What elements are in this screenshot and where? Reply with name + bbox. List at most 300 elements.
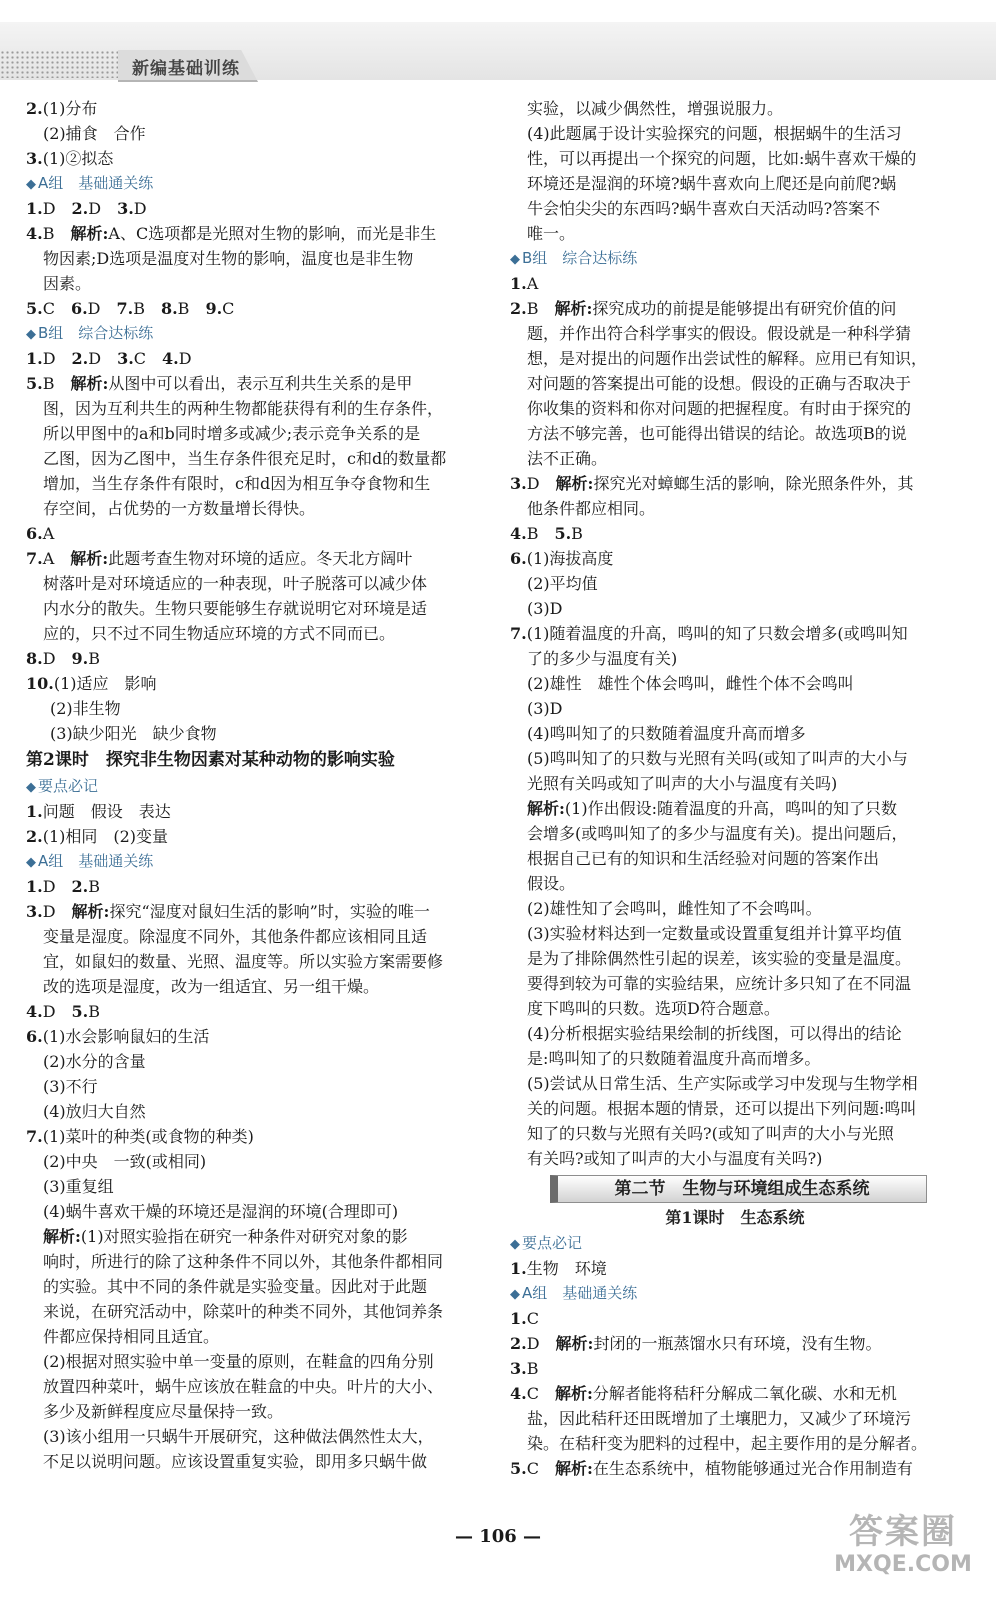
question-number: 5. <box>510 1459 527 1478</box>
answer-text: 会增多(或鸣叫知了的多少与温度有关)。提出问题后， <box>527 824 908 843</box>
question-number: 5. <box>71 1002 89 1021</box>
analysis-label: 解析: <box>43 1227 81 1246</box>
answer-line <box>26 196 478 221</box>
answer-line <box>26 1174 478 1199</box>
answer-line <box>26 246 478 271</box>
answer-line <box>26 596 478 621</box>
watermark-text-bottom: MXQE.COM <box>834 1552 972 1577</box>
answer-text: (3)D <box>527 699 563 718</box>
answer-text: C <box>526 1309 539 1328</box>
answer-line <box>26 671 478 696</box>
answer-text: (3)不行 <box>43 1077 98 1096</box>
answer-text: (1)相同 (2)变量 <box>42 827 169 846</box>
analysis-text: 探究光对蟑螂生活的影响，除光照条件外，其 <box>593 474 914 493</box>
group-heading-text: 要点必记 <box>522 1234 583 1252</box>
answer-line <box>26 799 478 824</box>
analysis-label: 解析: <box>554 1459 593 1478</box>
answer-line <box>510 696 960 721</box>
answer-line <box>510 546 960 571</box>
question-number: 1. <box>26 802 43 821</box>
page-number: — 106 — <box>454 1526 542 1547</box>
answer-text: 题，并作出符合科学事实的假设。假设就是一种科学猜 <box>527 324 912 343</box>
answer-line <box>510 321 960 346</box>
answer-text: (4)放归大自然 <box>43 1102 146 1121</box>
analysis-label: 解析: <box>527 799 565 818</box>
analysis-label: 解析: <box>70 224 109 243</box>
answer-text: 性，可以再提出一个探究的问题，比如:蜗牛喜欢干燥的 <box>527 149 917 168</box>
group-heading-text: 要点必记 <box>38 777 99 795</box>
analysis-label: 解析: <box>555 474 594 493</box>
answer-text: 度下鸣叫的只数。选项D符合题意。 <box>527 999 780 1018</box>
question-number: 2. <box>71 877 89 896</box>
answer-line <box>510 1071 960 1096</box>
answer-line <box>510 846 960 871</box>
answer-line <box>510 621 960 646</box>
answer-text: 响时，所进行的除了这种条件不同以外，其他条件都相同 <box>43 1252 444 1271</box>
answer-line <box>510 1406 960 1431</box>
answer-line <box>510 346 960 371</box>
question-number: 1. <box>510 274 527 293</box>
group-heading-text: B组 综合达标练 <box>522 249 638 267</box>
answer-text: B <box>526 1359 539 1378</box>
answer-line <box>510 1356 960 1381</box>
answer-text: 应的，只不过不同生物适应环境的方式不同而已。 <box>43 624 396 643</box>
question-number: 6. <box>26 1027 43 1046</box>
group-heading <box>26 774 478 799</box>
answer-text: A <box>526 274 539 293</box>
question-number: 6. <box>26 524 43 543</box>
answer-line <box>510 996 960 1021</box>
answer-line <box>26 721 478 746</box>
answer-line <box>510 1021 960 1046</box>
answer-text: 不足以说明问题。应该设置重复实验，即用多只蜗牛做 <box>43 1452 428 1471</box>
answer-text: B <box>42 224 71 243</box>
answer-text: 放置四种菜叶，蜗牛应该放在鞋盒的中央。叶片的大小、 <box>43 1377 444 1396</box>
group-heading-text: A组 基础通关练 <box>522 1284 638 1302</box>
answer-line <box>510 396 960 421</box>
group-heading <box>510 1281 960 1306</box>
analysis-label: 解析: <box>71 902 110 921</box>
question-number: 10. <box>26 674 54 693</box>
answer-text: 多少及新鲜程度应尽量保持一致。 <box>43 1402 284 1421</box>
answer-line <box>26 1374 478 1399</box>
answer-line <box>26 1449 478 1474</box>
answer-text: (1)适应 影响 <box>53 674 157 693</box>
answer-text: B <box>526 299 555 318</box>
answer-text: 问题 假设 表达 <box>42 802 171 821</box>
answer-line <box>26 1024 478 1049</box>
answer-text: (5)尝试从日常生活、生产实际或学习中发现与生物学相 <box>527 1074 918 1093</box>
answer-line <box>26 974 478 999</box>
answer-text: D <box>42 1002 72 1021</box>
question-number: 9. <box>71 649 89 668</box>
lesson-heading: 第2课时 探究非生物因素对某种动物的影响实验 <box>26 750 395 770</box>
question-number: 4. <box>26 224 43 243</box>
question-number: 8. <box>160 299 178 318</box>
answer-text: 是:鸣叫知了的只数随着温度升高而增多。 <box>527 1049 821 1068</box>
question-number: 2. <box>71 199 89 218</box>
answer-text: C <box>42 299 71 318</box>
answer-text: (2)中央 一致(或相同) <box>43 1152 207 1171</box>
right-column <box>510 96 960 1481</box>
answer-line <box>26 621 478 646</box>
answer-line <box>510 871 960 896</box>
answer-text: (3)D <box>527 599 563 618</box>
question-number: 1. <box>510 1259 527 1278</box>
analysis-text: 探究成功的前提是能够提出有研究价值的问 <box>592 299 897 318</box>
answer-text: 变量是湿度。除湿度不同外，其他条件都应该相同且适 <box>43 927 428 946</box>
answer-text: 因素。 <box>43 274 92 293</box>
answer-text: 存空间，占优势的一方数量增长得快。 <box>43 499 316 518</box>
answer-text: 关的问题。根据本题的情景，还可以提出下列问题:鸣叫 <box>527 1099 917 1118</box>
question-number: 4. <box>510 1384 527 1403</box>
answer-text: 假设。 <box>527 874 576 893</box>
answer-text: 是为了排除偶然性引起的误差，该实验的变量是温度。 <box>527 949 912 968</box>
answer-text: 对问题的答案提出可能的设想。假设的正确与否取决于 <box>527 374 912 393</box>
answer-line <box>510 1256 960 1281</box>
watermark-text-top: 答案圈 <box>849 1512 957 1552</box>
answer-text: 知了的只数与光照有关吗?(或知了叫声的大小与光照 <box>527 1124 894 1143</box>
answer-line <box>26 1324 478 1349</box>
answer-line <box>510 1046 960 1071</box>
diamond-icon: ◆ <box>26 177 36 192</box>
answer-text: (2)非生物 <box>50 699 121 718</box>
answer-line <box>26 271 478 296</box>
answer-line <box>510 1146 960 1171</box>
answer-text: 内水分的散失。生物只要能够生存就说明它对环境是适 <box>43 599 428 618</box>
answer-text: D <box>133 199 147 218</box>
answer-text: 件都应保持相同且适宜。 <box>43 1327 220 1346</box>
lesson-heading: 第1课时 生态系统 <box>665 1208 805 1227</box>
answer-text: D <box>178 349 192 368</box>
analysis-label: 解析: <box>555 1334 594 1353</box>
question-number: 1. <box>26 349 43 368</box>
answer-line <box>26 546 478 571</box>
question-number: 2. <box>26 99 43 118</box>
analysis-label: 解析: <box>70 374 109 393</box>
answer-text: 方法不够完善，也可能得出错误的结论。故选项B的说 <box>527 424 907 443</box>
question-number: 7. <box>26 1127 43 1146</box>
group-heading <box>26 171 478 196</box>
answer-line <box>26 1274 478 1299</box>
answer-line <box>26 571 478 596</box>
analysis-text: 封闭的一瓶蒸馏水只有环境，没有生物。 <box>593 1334 882 1353</box>
answer-text: 牛会怕尖尖的东西吗?蜗牛喜欢白天活动吗?答案不 <box>527 199 881 218</box>
answer-text: (1)水会影响鼠妇的生活 <box>42 1027 210 1046</box>
book-title: 新编基础训练 <box>132 59 240 79</box>
answer-line <box>26 146 478 171</box>
answer-line <box>26 496 478 521</box>
diamond-icon: ◆ <box>510 1237 520 1252</box>
answer-line <box>26 1074 478 1099</box>
answer-line <box>510 1306 960 1331</box>
answer-line <box>510 421 960 446</box>
answer-text: (2)水分的含量 <box>43 1052 146 1071</box>
answer-text: 唯一。 <box>527 224 576 243</box>
question-number: 4. <box>26 1002 43 1021</box>
answer-line <box>26 874 478 899</box>
analysis-text: 从图中可以看出，表示互利共生关系的是甲 <box>108 374 413 393</box>
group-heading <box>26 321 478 346</box>
question-number: 5. <box>26 299 43 318</box>
answer-line <box>510 1381 960 1406</box>
answer-text: 了的多少与温度有关) <box>527 649 678 668</box>
question-number: 4. <box>162 349 179 368</box>
answer-text: 增加，当生存条件有限时，c和d因为相互争夺食物和生 <box>43 474 431 493</box>
answer-line <box>26 421 478 446</box>
answer-text: 实验，以减少偶然性，增强说服力。 <box>527 99 784 118</box>
answer-text: (4)鸣叫知了的只数随着温度升高而增多 <box>527 724 806 743</box>
answer-text: B <box>526 524 555 543</box>
answer-text: 染。在秸秆变为肥料的过程中，起主要作用的是分解者。 <box>527 1434 928 1453</box>
answer-line <box>26 96 478 121</box>
group-heading-text: A组 基础通关练 <box>38 174 154 192</box>
answer-line <box>510 896 960 921</box>
group-heading-text: A组 基础通关练 <box>38 852 154 870</box>
answer-text: C <box>133 349 163 368</box>
answer-line <box>510 721 960 746</box>
answer-line <box>510 171 960 196</box>
answer-text: (1)海拔高度 <box>526 549 614 568</box>
answer-line <box>510 971 960 996</box>
answer-line <box>26 1349 478 1374</box>
analysis-label: 解析: <box>554 1384 593 1403</box>
analysis-text: 在生态系统中，植物能够通过光合作用制造有 <box>592 1459 913 1478</box>
question-number: 3. <box>117 349 134 368</box>
question-number: 3. <box>117 199 134 218</box>
question-number: 3. <box>510 474 527 493</box>
group-heading <box>510 1231 960 1256</box>
answer-line <box>26 1249 478 1274</box>
answer-line <box>510 221 960 246</box>
answer-text: (4)蜗牛喜欢干燥的环境还是湿润的环境(合理即可) <box>43 1202 399 1221</box>
answer-line <box>26 346 478 371</box>
answer-text: 有关吗?或知了叫声的大小与温度有关吗?) <box>527 1149 823 1168</box>
group-heading <box>510 246 960 271</box>
answer-line <box>26 1049 478 1074</box>
answer-line <box>510 1331 960 1356</box>
answer-line <box>510 296 960 321</box>
answer-text: A <box>42 524 55 543</box>
answer-text: 他条件都应相同。 <box>527 499 656 518</box>
answer-text: (4)分析根据实验结果绘制的折线图，可以得出的结论 <box>527 1024 902 1043</box>
answer-line <box>510 571 960 596</box>
answer-line <box>26 296 478 321</box>
answer-line <box>26 1149 478 1174</box>
answer-text: 图，因为互利共生的两种生物都能获得有利的生存条件， <box>43 399 444 418</box>
answer-text: (2)雄性 雄性个体会鸣叫，雌性个体不会鸣叫 <box>527 674 854 693</box>
answer-line <box>26 999 478 1024</box>
answer-line <box>510 946 960 971</box>
answer-text: 乙图，因为乙图中，当生存条件很充足时，c和d的数量都 <box>43 449 447 468</box>
question-number: 9. <box>205 299 223 318</box>
question-number: 1. <box>510 1309 527 1328</box>
question-number: 2. <box>510 299 527 318</box>
header-dot-pattern <box>0 50 120 78</box>
answer-line <box>510 796 960 821</box>
answer-text: B <box>571 524 583 543</box>
group-heading <box>26 849 478 874</box>
answer-text: 宜，如鼠妇的数量、光照、温度等。所以实验方案需要修 <box>43 952 444 971</box>
answer-text: (3)缺少阳光 缺少食物 <box>50 724 217 743</box>
answer-line <box>510 1431 960 1456</box>
answer-text: D <box>42 349 72 368</box>
analysis-label: 解析: <box>70 549 109 568</box>
answer-text: D <box>42 877 72 896</box>
question-number: 6. <box>70 299 88 318</box>
answer-text: D <box>88 349 118 368</box>
question-number: 4. <box>510 524 527 543</box>
answer-line <box>510 121 960 146</box>
answer-text: (1)菜叶的种类(或食物的种类) <box>42 1127 254 1146</box>
answer-text: 盐，因此秸秆还田既增加了土壤肥力，又减少了环境污 <box>527 1409 912 1428</box>
answer-text: (2)捕食 合作 <box>43 124 146 143</box>
answer-line <box>510 146 960 171</box>
answer-text: B <box>88 877 101 896</box>
answer-text: (2)根据对照实验中单一变量的原则，在鞋盒的四角分别 <box>43 1352 434 1371</box>
analysis-label: 解析: <box>554 299 593 318</box>
answer-text: 环境还是湿润的环境?蜗牛喜欢向上爬还是向前爬?蜗 <box>527 174 897 193</box>
answer-line <box>26 396 478 421</box>
answer-text: D <box>88 199 118 218</box>
answer-text: C <box>222 299 235 318</box>
answer-text: (3)实验材料达到一定数量或设置重复组并计算平均值 <box>527 924 902 943</box>
question-number: 7. <box>116 299 134 318</box>
answer-text: D <box>526 1334 556 1353</box>
answer-text: 的实验。其中不同的条件就是实验变量。因此对于此题 <box>43 1277 428 1296</box>
analysis-text: 分解者能将秸秆分解成二氧化碳、水和无机 <box>592 1384 897 1403</box>
answer-text: B <box>88 1002 101 1021</box>
diamond-icon: ◆ <box>510 252 520 267</box>
answer-text: 你收集的资料和你对问题的把握程度。有时由于探究的 <box>527 399 912 418</box>
answer-text: 来说，在研究活动中，除菜叶的种类不同外，其他饲养条 <box>43 1302 444 1321</box>
analysis-text: 此题考查生物对环境的适应。冬天北方阔叶 <box>108 549 413 568</box>
left-column <box>26 96 478 1474</box>
answer-text: 要得到较为可靠的实验结果，应统计多只知了在不同温 <box>527 974 912 993</box>
answer-text: (2)雄性知了会鸣叫，雌性知了不会鸣叫。 <box>527 899 822 918</box>
answer-text: (3)该小组用一只蜗牛开展研究，这种做法偶然性太大， <box>43 1427 434 1446</box>
answer-line <box>510 521 960 546</box>
answer-line <box>510 1456 960 1481</box>
answer-line <box>510 596 960 621</box>
answer-line <box>26 471 478 496</box>
answer-line <box>26 371 478 396</box>
question-number: 6. <box>510 549 527 568</box>
analysis-text: (1)对照实验指在研究一种条件对研究对象的影 <box>80 1227 408 1246</box>
answer-text: D <box>42 902 72 921</box>
answer-line <box>26 1199 478 1224</box>
answer-line <box>510 921 960 946</box>
question-number: 1. <box>26 199 43 218</box>
answer-line <box>510 671 960 696</box>
answer-text: C <box>526 1384 555 1403</box>
answer-line <box>510 1096 960 1121</box>
answer-text: 法不正确。 <box>527 449 608 468</box>
answer-line <box>26 221 478 246</box>
answer-text: C <box>526 1459 555 1478</box>
answer-text: 所以甲图中的a和b同时增多或减少;表示竞争关系的是 <box>43 424 421 443</box>
answer-line <box>26 446 478 471</box>
answer-line <box>510 821 960 846</box>
answer-text: B <box>177 299 206 318</box>
answer-line <box>510 96 960 121</box>
question-number: 1. <box>26 877 43 896</box>
question-number: 3. <box>26 149 43 168</box>
answer-line <box>510 496 960 521</box>
diamond-icon: ◆ <box>510 1287 520 1302</box>
answer-line <box>510 371 960 396</box>
answer-line <box>26 1224 478 1249</box>
answer-text: (1)随着温度的升高，鸣叫的知了只数会增多(或鸣叫知 <box>526 624 908 643</box>
answer-text: 根据自己已有的知识和生活经验对问题的答案作出 <box>527 849 880 868</box>
analysis-text: A、C选项都是光照对生物的影响，而光是非生 <box>108 224 437 243</box>
answer-text: D <box>87 299 117 318</box>
answer-line <box>510 646 960 671</box>
answer-line <box>510 771 960 796</box>
answer-text: (1)②拟态 <box>42 149 114 168</box>
answer-line <box>510 471 960 496</box>
diamond-icon: ◆ <box>26 780 36 795</box>
answer-line <box>26 1124 478 1149</box>
answer-text: 树落叶是对环境适应的一种表现，叶子脱落可以减少体 <box>43 574 428 593</box>
answer-line <box>510 746 960 771</box>
answer-text: D <box>526 474 556 493</box>
answer-text: (3)重复组 <box>43 1177 114 1196</box>
answer-text: 光照有关吗或知了叫声的大小与温度有关吗) <box>527 774 838 793</box>
section-banner: 第二节 生物与环境组成生态系统 <box>550 1175 927 1203</box>
watermark-logo <box>828 1512 978 1582</box>
analysis-text: 探究“湿度对鼠妇生活的影响”时，实验的唯一 <box>109 902 430 921</box>
diamond-icon: ◆ <box>26 855 36 870</box>
answer-line <box>26 949 478 974</box>
answer-text: D <box>42 199 72 218</box>
question-number: 3. <box>510 1359 527 1378</box>
answer-text: 物因素;D选项是温度对生物的影响，温度也是非生物 <box>43 249 414 268</box>
answer-text: B <box>42 374 71 393</box>
question-number: 7. <box>510 624 527 643</box>
answer-line <box>26 521 478 546</box>
answer-text: B <box>133 299 161 318</box>
answer-text: (2)平均值 <box>527 574 598 593</box>
question-number: 7. <box>26 549 43 568</box>
group-heading-text: B组 综合达标练 <box>38 324 154 342</box>
diamond-icon: ◆ <box>26 327 36 342</box>
answer-text: A <box>42 549 71 568</box>
answer-line <box>26 1424 478 1449</box>
answer-line <box>510 271 960 296</box>
answer-text: 想，是对提出的问题作出尝试性的解释。应用已有知识， <box>527 349 928 368</box>
answer-line <box>510 196 960 221</box>
question-number: 3. <box>26 902 43 921</box>
answer-text: (4)此题属于设计实验探究的问题，根据蜗牛的生活习 <box>527 124 902 143</box>
answer-text: 改的选项是湿度，改为一组适宜、另一组干燥。 <box>43 977 380 996</box>
question-number: 2. <box>71 349 89 368</box>
answer-text: D <box>42 649 72 668</box>
answer-line <box>26 824 478 849</box>
answer-text: B <box>88 649 101 668</box>
question-number: 8. <box>26 649 43 668</box>
answer-line <box>26 646 478 671</box>
answer-line <box>26 899 478 924</box>
answer-line <box>26 121 478 146</box>
question-number: 2. <box>26 827 43 846</box>
answer-line <box>26 1299 478 1324</box>
answer-line <box>26 1099 478 1124</box>
answer-text: (1)分布 <box>42 99 98 118</box>
answer-text: 生物 环境 <box>526 1259 607 1278</box>
analysis-text: (1)作出假设:随着温度的升高，鸣叫的知了只数 <box>564 799 897 818</box>
answer-line <box>26 696 478 721</box>
